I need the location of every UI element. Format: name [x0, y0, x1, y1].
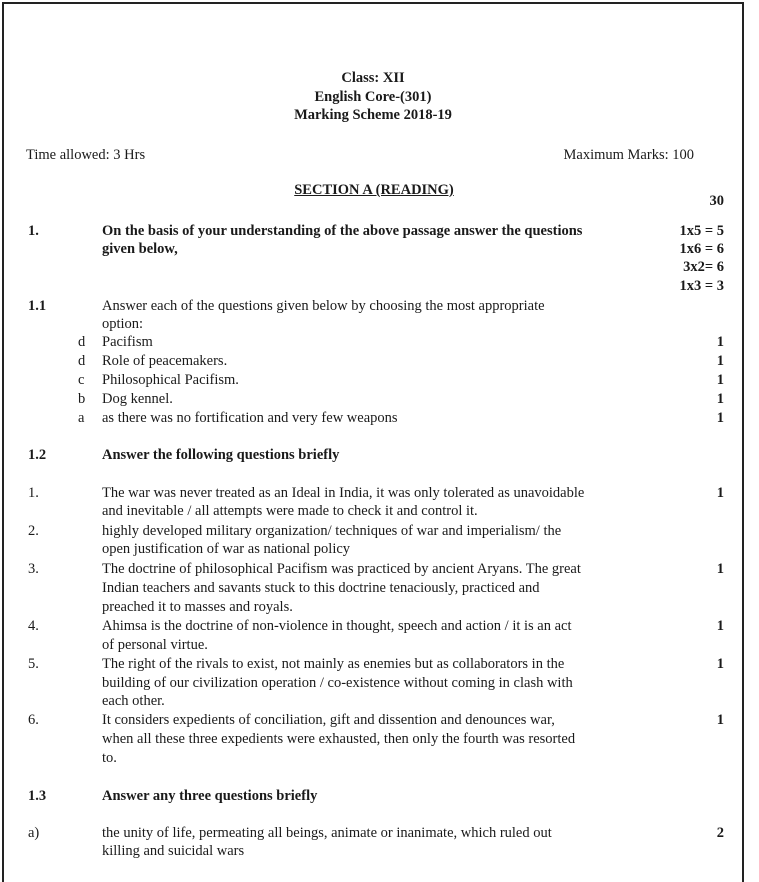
item-text: The doctrine of philosophical Pacifism was practiced by ancient Aryans. The great	[102, 561, 581, 577]
class-title: Class: XII	[341, 70, 405, 86]
question-text: option:	[102, 316, 144, 332]
marks-value: 1x3 = 3	[679, 278, 724, 294]
question-number: 1.2	[28, 447, 47, 463]
section-marks: 30	[709, 193, 724, 209]
option-letter: a	[78, 410, 85, 426]
question-number: 1.3	[28, 788, 47, 804]
item-text: The war was never treated as an Ideal in India, it was only tolerated as unavoidable	[102, 485, 585, 501]
option-mark: 1	[716, 372, 724, 388]
marks-value: 1x6 = 6	[679, 241, 724, 257]
option-mark: 1	[716, 334, 724, 350]
question-text: On the basis of your understanding of the above passage answer the questions	[102, 223, 583, 239]
item-text: each other.	[102, 693, 165, 709]
scheme-title: Marking Scheme 2018-19	[294, 107, 452, 123]
item-text: Ahimsa is the doctrine of non-violence in thought, speech and action / it is an act	[102, 618, 572, 634]
item-number: 6.	[28, 712, 39, 728]
question-number: 1.1	[28, 298, 47, 314]
item-text: to.	[102, 750, 117, 766]
item-text: the unity of life, permeating all beings, animate or inanimate, which ruled out	[102, 825, 552, 841]
item-text: and inevitable / all attempts were made to check it and control it.	[102, 503, 478, 519]
item-number: 2.	[28, 523, 39, 539]
item-number: 3.	[28, 561, 39, 577]
option-text: Role of peacemakers.	[102, 353, 228, 369]
section-title: SECTION A (READING)	[294, 182, 454, 198]
marks-value: 3x2= 6	[683, 259, 724, 275]
option-mark: 1	[716, 410, 724, 426]
question-number: 1.	[28, 223, 39, 239]
item-text: The right of the rivals to exist, not mainly as enemies but as collaborators in the	[102, 656, 565, 672]
question-title: Answer the following questions briefly	[102, 447, 340, 463]
time-allowed: Time allowed: 3 Hrs	[26, 147, 146, 163]
option-mark: 1	[716, 353, 724, 369]
option-letter: b	[78, 391, 86, 407]
item-text: killing and suicidal wars	[102, 843, 245, 859]
item-mark: 1	[716, 712, 724, 728]
option-text: Philosophical Pacifism.	[102, 372, 239, 388]
option-text: as there was no fortification and very few weapons	[102, 410, 398, 426]
option-text: Pacifism	[102, 334, 153, 350]
item-mark: 1	[716, 618, 724, 634]
option-letter: d	[78, 334, 86, 350]
option-letter: c	[78, 372, 85, 388]
question-text: given below,	[102, 241, 178, 257]
question-title: Answer any three questions briefly	[102, 788, 318, 804]
question-text: Answer each of the questions given below by choosing the most appropriate	[102, 298, 545, 314]
option-mark: 1	[716, 391, 724, 407]
item-number: 4.	[28, 618, 39, 634]
maximum-marks: Maximum Marks: 100	[563, 147, 694, 163]
option-text: Dog kennel.	[102, 391, 173, 407]
item-number: 1.	[28, 485, 39, 501]
item-mark: 1	[716, 561, 724, 577]
item-number: 5.	[28, 656, 39, 672]
item-text: open justification of war as national policy	[102, 541, 351, 557]
option-letter: d	[78, 353, 86, 369]
item-mark: 1	[716, 485, 724, 501]
item-mark: 1	[716, 656, 724, 672]
item-text: of personal virtue.	[102, 637, 208, 653]
item-text: preached it to masses and royals.	[102, 599, 293, 615]
item-text: highly developed military organization/ techniques of war and imperialism/ the	[102, 523, 562, 539]
item-number: a)	[28, 825, 40, 841]
item-text: It considers expedients of conciliation, gift and dissention and denounces war,	[102, 712, 555, 728]
item-text: Indian teachers and savants stuck to this doctrine tenaciously, practiced and	[102, 580, 540, 596]
item-text: when all these three expedients were exhausted, then only the fourth was resorted	[102, 731, 576, 747]
subject-title: English Core-(301)	[314, 89, 432, 105]
item-text: building of our civilization operation / co-existence without coming in clash with	[102, 675, 573, 691]
item-mark: 2	[716, 825, 724, 841]
marks-value: 1x5 = 5	[679, 223, 724, 239]
